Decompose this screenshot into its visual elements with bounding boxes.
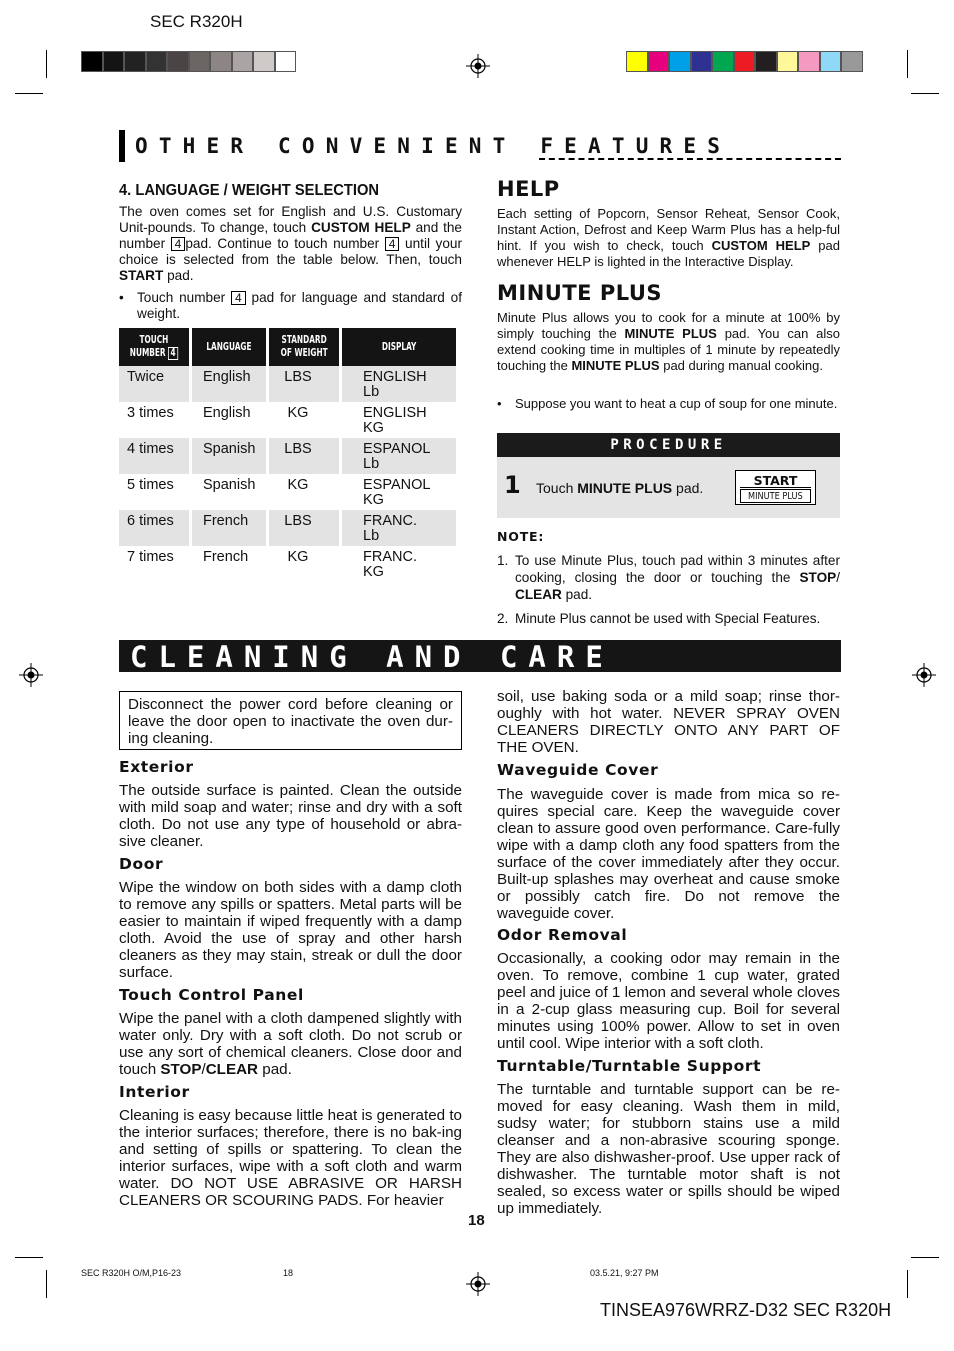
turntable-text: The turntable and turntable support can be re-moved for easy cleaning. Wash them in mild, sudsy water; for stubborn stains use a mild cleanser and a non-abrasive scouring sponge. They are also dishwasher-proof. Use upper rack of dishwasher. The turntable motor shaft is not sealed, so excess water or spills should be wiped up immediately.: [497, 1081, 840, 1217]
cell-weight: LBS: [269, 366, 339, 402]
header-standard-weight: STANDARD OF WEIGHT: [269, 328, 339, 366]
number-key: 4: [231, 291, 246, 305]
cell-weight: KG: [287, 549, 309, 565]
color-swatch: [253, 51, 275, 72]
odor-text: Occasionally, a cooking odor may remain in the oven. To remove, combine 1 cup water, grated peel and juice of 1 lemon and several whole cloves in a 2-cup glass measuring cup. Boil for several minutes using 100% power. Allow to set in oven until cool. Wipe interior with a soft cloth.: [497, 950, 840, 1052]
crop-mark: [46, 1270, 47, 1298]
step-number: 1: [504, 471, 521, 499]
cell-display: ESPANOL Lb: [342, 438, 456, 474]
cell-language: English: [203, 405, 251, 421]
color-swatch: [755, 51, 777, 72]
cell-display: FRANC. KG: [363, 549, 417, 580]
help-text: Each setting of Popcorn, Sensor Reheat, Sensor Cook, Instant Action, Defrost and Keep Warm Plus has a help-ful hint. If you wish to check, touch CUSTOM HELP pad whenever HELP is lighted in the Interactive Display.: [497, 206, 840, 269]
color-swatch: [841, 51, 863, 72]
turntable-heading: Turntable/Turntable Support: [497, 1057, 762, 1075]
header-touch-number: TOUCH NUMBER 4: [119, 328, 189, 366]
page-number: 18: [468, 1212, 485, 1229]
crop-mark: [15, 93, 43, 94]
footer-file-page: 18: [283, 1268, 294, 1278]
cell-weight: LBS: [269, 438, 339, 474]
cell-touch: 4 times: [119, 438, 189, 474]
crop-mark: [911, 1257, 939, 1258]
number-key: 4: [171, 237, 186, 251]
color-swatch: [210, 51, 232, 72]
title-bar: [119, 130, 125, 162]
waveguide-heading: Waveguide Cover: [497, 761, 659, 779]
features-section-title: [119, 130, 841, 164]
registration-mark-icon: [466, 54, 490, 78]
minute-plus-bullet: • Suppose you want to heat a cup of soup for one minute.: [497, 396, 838, 411]
model-code: TINSEA976WRRZ-D32 SEC R320H: [600, 1300, 892, 1320]
cell-language: English: [192, 366, 266, 402]
crop-mark: [907, 50, 908, 78]
door-text: Wipe the window on both sides with a damp cloth to remove any spills or spatters. Metal parts will be easier to maintain if wiped frequently with a damp cloth. Avoid the use of spray and other harsh cleaners as they may stain, streak or dull the door surface.: [119, 879, 462, 981]
color-swatch: [189, 51, 211, 72]
cell-touch: Twice: [119, 366, 189, 402]
table-row: [119, 366, 456, 402]
color-swatch: [820, 51, 842, 72]
registration-mark-icon: [19, 663, 43, 687]
header-language: LANGUAGE: [192, 328, 266, 366]
model-label: SEC R320H: [150, 12, 243, 31]
registration-mark-icon: [466, 1272, 490, 1296]
gray-color-bar: [81, 51, 296, 72]
cell-language: French: [192, 510, 266, 546]
color-swatch: [146, 51, 168, 72]
language-heading: 4. LANGUAGE / WEIGHT SELECTION: [119, 182, 380, 199]
header-display: DISPLAY: [342, 328, 456, 366]
footer-file: SEC R320H O/M,P16-23: [81, 1268, 182, 1278]
crop-mark: [911, 93, 939, 94]
number-key: 4: [385, 237, 400, 251]
table-row: [119, 438, 456, 474]
color-swatch: [777, 51, 799, 72]
start-minute-plus-pad: START MINUTE PLUS: [735, 470, 816, 505]
touch-panel-heading: Touch Control Panel: [119, 986, 304, 1004]
cell-weight: KG: [287, 405, 309, 421]
cell-weight: LBS: [269, 510, 339, 546]
color-swatch: [124, 51, 146, 72]
cell-language: Spanish: [203, 477, 256, 493]
table-row: [119, 510, 456, 546]
exterior-heading: Exterior: [119, 758, 194, 776]
note-item: 2. Minute Plus cannot be used with Special Features.: [497, 611, 821, 626]
color-swatch: [167, 51, 189, 72]
touch-panel-text: Wipe the panel with a cloth dampened slightly with water only. Dry with a soft cloth. Do not scrub or use any sort of chemical cleaners. Close door and touch STOP/CLEAR pad.: [119, 1010, 462, 1078]
minute-plus-heading: MINUTE PLUS: [497, 281, 663, 305]
minute-plus-text: Minute Plus allows you to cook for a minute at 100% by simply touching the MINUTE PLUS pad. You can also extend cooking time in multiples of 1 minute by repeatedly touching the MINUTE PLUS pad during manual cooking.: [497, 310, 840, 373]
features-title-text: OTHER CONVENIENT FEATURES: [135, 134, 732, 158]
cell-language: French: [203, 549, 249, 565]
color-swatch: [669, 51, 691, 72]
color-swatch: [648, 51, 670, 72]
cell-weight: KG: [287, 477, 309, 493]
color-swatch: [734, 51, 756, 72]
note-heading: NOTE:: [497, 529, 545, 544]
color-swatch: [691, 51, 713, 72]
step-text: Touch MINUTE PLUS pad.: [536, 480, 704, 496]
color-swatch: [81, 51, 103, 72]
help-heading: HELP: [497, 177, 560, 201]
note-item: 1. To use Minute Plus, touch pad within 3 minutes after cooking, closing the door or touching the STOP/ CLEAR pad.: [497, 553, 841, 602]
table-row: [119, 474, 456, 510]
door-heading: Door: [119, 855, 164, 873]
color-swatch: [626, 51, 648, 72]
table-header-row: [119, 328, 456, 366]
color-swatch: [275, 51, 297, 72]
procedure-step: [497, 457, 840, 518]
cleaning-warning-box: Disconnect the power cord before cleaning or leave the door open to inactivate the oven dur-ing cleaning.: [119, 691, 462, 750]
color-bar: [626, 51, 863, 72]
title-dashes: [539, 158, 841, 160]
registration-mark-icon: [912, 663, 936, 687]
waveguide-text: The waveguide cover is made from mica so re-quires special care. Keep the waveguide cover clean to assure good oven performance. Care-fully wipe with a damp cloth any food spatters from the surface of the cover immediately after they occur. Built-up splashes may overheat and cause smoke or possibly catch fire. Do not remove the waveguide cover.: [497, 786, 840, 922]
cell-display: ENGLISH KG: [363, 405, 427, 436]
cell-touch: 3 times: [127, 405, 174, 421]
table-row: [119, 546, 456, 582]
cell-touch: 6 times: [119, 510, 189, 546]
cell-language: Spanish: [192, 438, 266, 474]
notes-list: [497, 552, 840, 627]
color-swatch: [103, 51, 125, 72]
cell-display: ENGLISH Lb: [342, 366, 456, 402]
crop-mark: [15, 1257, 43, 1258]
language-table: [116, 328, 459, 582]
interior-heading: Interior: [119, 1083, 190, 1101]
odor-heading: Odor Removal: [497, 926, 628, 944]
procedure-header: PROCEDURE: [497, 433, 840, 457]
color-swatch: [712, 51, 734, 72]
cell-touch: 5 times: [127, 477, 174, 493]
cell-display: FRANC. Lb: [342, 510, 456, 546]
cell-touch: 7 times: [127, 549, 174, 565]
cell-display: ESPANOL KG: [363, 477, 431, 508]
interior-text: Cleaning is easy because little heat is generated to the interior surfaces; therefore, there is no bak-ing and setting of spills or spattering. To clean the interior surfaces, wipe with a soft cloth and warm water. DO NOT USE ABRASIVE OR HARSH CLEANERS OR SCOURING PADS. For heavier: [119, 1107, 462, 1209]
footer-date: 03.5.21, 9:27 PM: [590, 1268, 659, 1278]
exterior-text: The outside surface is painted. Clean the outside with mild soap and water; rinse and dry with a soft cloth. Do not use any type of household or abra-sive cleaner.: [119, 782, 462, 850]
table-row: [119, 402, 456, 438]
cleaning-section-title: CLEANING AND CARE: [119, 640, 841, 672]
language-bullet: • Touch number 4 pad for language and standard of weight.: [119, 290, 463, 321]
color-swatch: [798, 51, 820, 72]
language-text: The oven comes set for English and U.S. Customary Unit-pounds. To change, touch CUSTOM HELP and the number 4 pad. Continue to touch number 4 until your choice is selected from the table below. Then, touch START pad.: [119, 204, 462, 283]
interior-text-continued: soil, use baking soda or a mild soap; rinse thor-oughly with hot water. NEVER SPRAY OVEN CLEANERS DIRECTLY ONTO ANY PART OF THE OVEN.: [497, 688, 840, 756]
crop-mark: [907, 1270, 908, 1298]
crop-mark: [46, 50, 47, 78]
color-swatch: [232, 51, 254, 72]
